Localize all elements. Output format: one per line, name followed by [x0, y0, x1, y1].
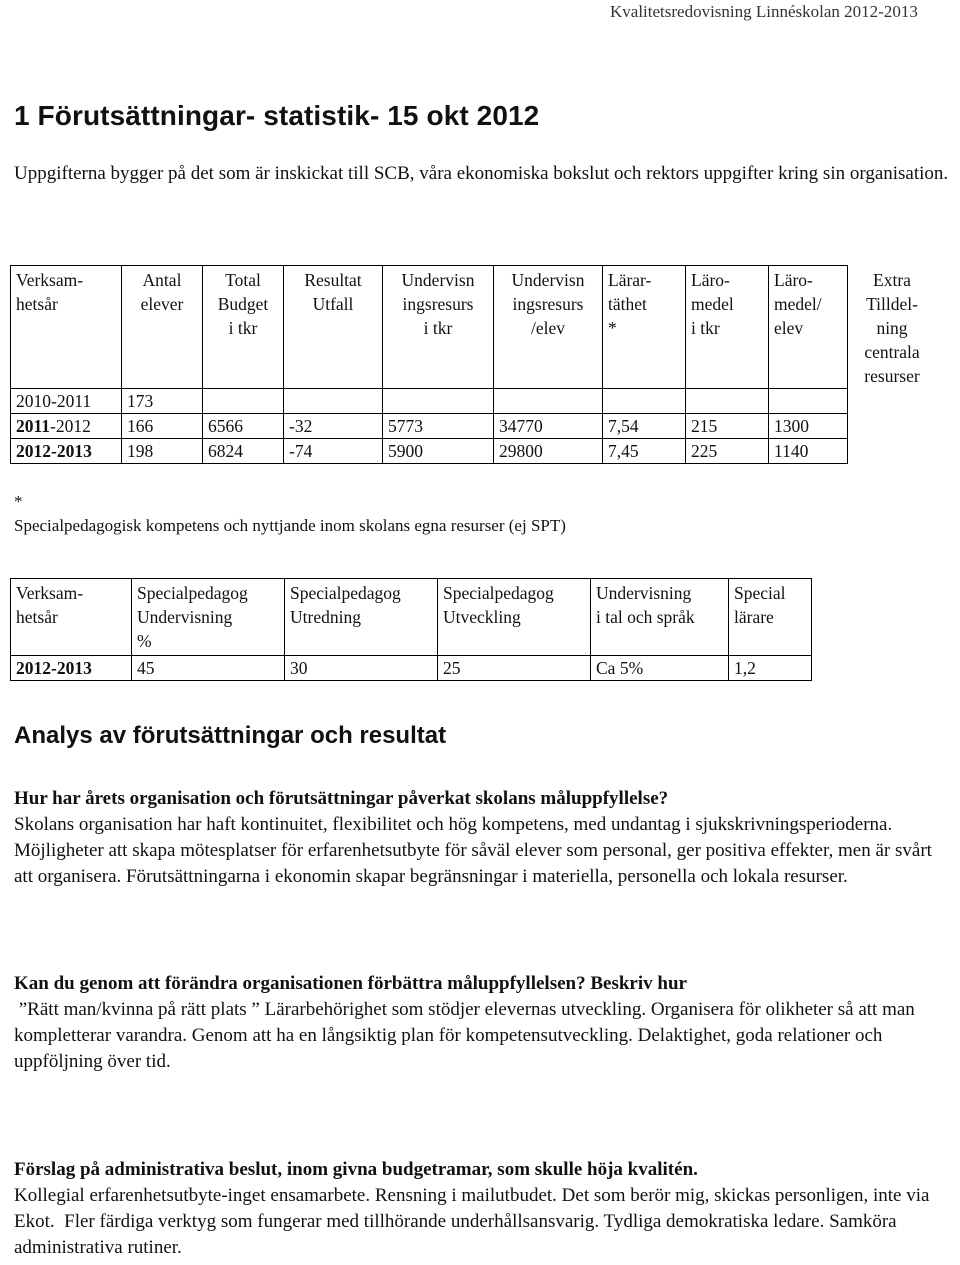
year-rest: 2010-2011: [16, 391, 92, 411]
table-cell: -32: [284, 414, 383, 439]
table-cell: 34770: [494, 414, 603, 439]
table-cell: 5900: [383, 439, 494, 464]
section-body: ”Rätt man/kvinna på rätt plats ” Lärarbehörighet som stödjer elevernas utveckling. Organisera för olikheter så att man kompletterar varandra. Genom att ha en långsiktig plan för kompetensutveckling. Delaktighet, goda relationer och uppföljning över tid.: [14, 999, 920, 1072]
header-text: Undervisn ingsresurs /elev: [511, 270, 585, 338]
header-text: Verksam- hetsår: [16, 583, 84, 627]
year-rest: -2012: [50, 416, 91, 436]
header-cell: [603, 266, 686, 389]
table-cell: 166: [122, 414, 203, 439]
header-text: Undervisning i tal och språk: [596, 583, 695, 627]
table-cell: [284, 389, 383, 414]
year-cell: [11, 439, 122, 464]
table-cell: -74: [284, 439, 383, 464]
table-row: [11, 439, 934, 464]
table-cell: 225: [686, 439, 769, 464]
header-cell: [11, 266, 122, 389]
header-text: Specialpedagog Utveckling: [443, 583, 554, 627]
header-text: Läro- medel/ elev: [774, 270, 822, 338]
header-text: Specialpedagog Undervisning %: [137, 583, 248, 651]
table-cell: 1300: [769, 414, 848, 439]
section-question: Förslag på administrativa beslut, inom givna budgetramar, som skulle höja kvalitén.: [14, 1159, 698, 1180]
header-cell: [122, 266, 203, 389]
table-cell: Ca 5%: [591, 656, 729, 681]
footnote-marker: *: [14, 492, 23, 511]
header-text: Lärar- täthet *: [608, 270, 652, 338]
table-cell: [686, 389, 769, 414]
year-bold: 2012-2013: [16, 441, 92, 461]
header-cell: [285, 579, 438, 656]
header-text: Verksam- hetsår: [16, 270, 84, 314]
header-cell: [494, 266, 603, 389]
table-cell: [603, 389, 686, 414]
header-text: Total Budget i tkr: [217, 270, 269, 338]
table-cell: 173: [122, 389, 203, 414]
special-education-table-header-row: [11, 579, 812, 656]
footnote-text: Specialpedagogisk kompetens och nyttjande inom skolans egna resurser (ej SPT): [14, 516, 566, 535]
table-cell: [494, 389, 603, 414]
table-cell: 7,45: [603, 439, 686, 464]
section-body: Kollegial erfarenhetsutbyte-inget ensamarbete. Rensning i mailutbudet. Det som berör mig, skickas personligen, inte via Ekot. Fler färdiga verktyg som fungerar med tillhörande underhållsansvarig. Tydliga demokratiska ledare. Samköra administrativa rutiner.: [14, 1185, 935, 1258]
footnote: [14, 490, 566, 538]
section-question: Kan du genom att förändra organisationen förbättra måluppfyllelsen? Beskriv hur: [14, 973, 687, 994]
table-row: [11, 414, 934, 439]
analysis-section: [14, 786, 949, 890]
header-cell: [769, 266, 848, 389]
analysis-section: [14, 1157, 949, 1261]
intro-paragraph: Uppgifterna bygger på det som är inskickat till SCB, våra ekonomiska bokslut och rektors uppgifter kring sin organisation.: [14, 163, 949, 184]
table-cell: 1,2: [729, 656, 812, 681]
header-text: Specialpedagog Utredning: [290, 583, 401, 627]
header-text: Special lärare: [734, 583, 786, 627]
table-cell: [769, 389, 848, 414]
table-cell: [383, 389, 494, 414]
table-cell: 29800: [494, 439, 603, 464]
table-row: [11, 389, 934, 414]
statistics-table: [10, 265, 933, 464]
table-cell: 1140: [769, 439, 848, 464]
table-cell: 5773: [383, 414, 494, 439]
table-cell: 6566: [203, 414, 284, 439]
table-row: [11, 656, 812, 681]
table-cell: 45: [132, 656, 285, 681]
statistics-table-header-row: [11, 266, 934, 389]
header-text: Extra Tilldel- ning centrala resurser: [864, 269, 920, 386]
header-cell: [284, 266, 383, 389]
year-cell: 2012-2013: [11, 656, 132, 681]
header-cell: [438, 579, 591, 656]
header-cell: [686, 266, 769, 389]
header-cell: [132, 579, 285, 656]
table-cell: 6824: [203, 439, 284, 464]
running-title: Kvalitetsredovisning Linnéskolan 2012-2013: [610, 2, 918, 21]
table-cell: 30: [285, 656, 438, 681]
special-education-table: [10, 578, 812, 681]
header-cell: [591, 579, 729, 656]
header-text: Läro- medel i tkr: [691, 270, 734, 338]
header-cell: [203, 266, 284, 389]
year-cell: [11, 414, 122, 439]
table-cell: 25: [438, 656, 591, 681]
analysis-section: [14, 971, 949, 1075]
header-cell: [729, 579, 812, 656]
header-text: Resultat Utfall: [304, 270, 362, 314]
table-cell: 7,54: [603, 414, 686, 439]
header-cell: [848, 266, 934, 464]
analysis-heading: Analys av förutsättningar och resultat: [14, 722, 447, 749]
year-bold: 2011: [16, 416, 51, 436]
section-body: Skolans organisation har haft kontinuitet, flexibilitet och hög kompetens, med undantag i sjukskrivningsperioderna. Möjligheter att skapa mötesplatser för erfarenhetsutbyte för såväl elever som personal, ger positiva effekter, men är svårt att organisera. Förutsättningarna i ekonomin skapar begränsningar i materiella, personella och lokala resurser.: [14, 814, 932, 887]
year-cell: [11, 389, 122, 414]
section-heading: 1 Förutsättningar- statistik- 15 okt 2012: [14, 100, 540, 131]
header-cell: [11, 579, 132, 656]
table-cell: [203, 389, 284, 414]
header-text: Antal elever: [140, 270, 184, 314]
header-text: Undervisn ingsresurs i tkr: [401, 270, 475, 338]
table-cell: 198: [122, 439, 203, 464]
table-cell: 215: [686, 414, 769, 439]
section-question: Hur har årets organisation och förutsättningar påverkat skolans måluppfyllelse?: [14, 788, 669, 809]
header-cell: [383, 266, 494, 389]
